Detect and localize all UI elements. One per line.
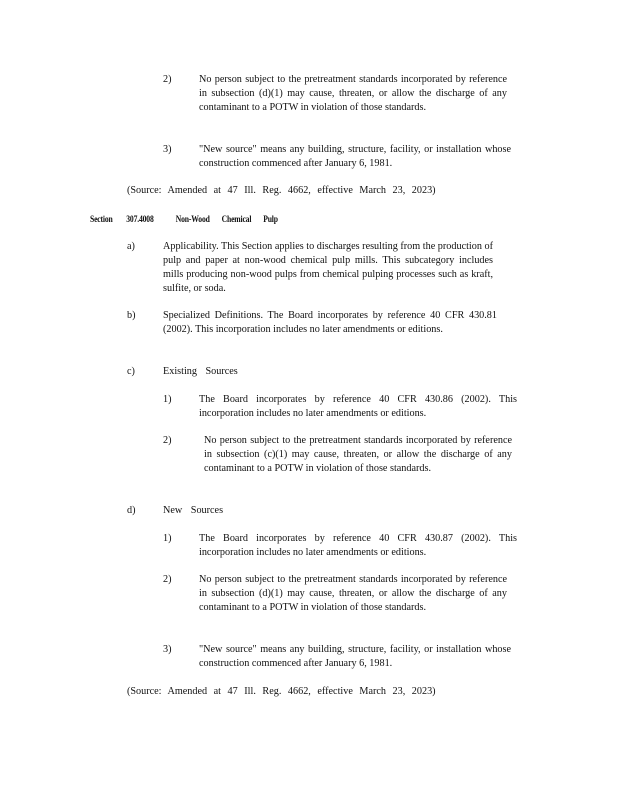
subsection-a-text: Applicability. This Section applies to discharges resulting from the production of pulp and paper at non-wood chemical pulp mills. This subcategory includes mills producing non-wood pulps from chemical pulping processes such as kraft, sulfite, or soda. bbox=[163, 241, 493, 294]
subsection-d-item-2-text: No person subject to the pretreatment standards incorporated by reference in subsection (d)(1) may cause, threaten, or allow the discharge of any contaminant to a POTW in violation of those standards. bbox=[199, 574, 507, 613]
subsection-d-item-1-number: 1) bbox=[163, 533, 172, 544]
source-note-top: (Source: Amended at 47 Ill. Reg. 4662, effective March 23, 2023) bbox=[127, 185, 436, 196]
subsection-c-number: c) bbox=[127, 366, 135, 377]
subsection-d-item-3-text: "New source" means any building, structure, facility, or installation whose construction commenced after January 6, 1981. bbox=[199, 644, 511, 669]
subsection-d-title: New Sources bbox=[163, 505, 224, 516]
subsection-b-number: b) bbox=[127, 310, 136, 321]
top-item-2-number: 2) bbox=[163, 74, 172, 85]
top-item-3-text: "New source" means any building, structure, facility, or installation whose construction commenced after January 6, 1981. bbox=[199, 144, 511, 169]
subsection-d-item-2-number: 2) bbox=[163, 574, 172, 585]
subsection-b-text: Specialized Definitions. The Board incorporates by reference 40 CFR 430.81 (2002). This incorporation includes no later amendments or editions. bbox=[163, 310, 497, 335]
subsection-c-item-2-number: 2) bbox=[163, 435, 172, 446]
section-heading bbox=[90, 214, 278, 224]
subsection-c-item-1-number: 1) bbox=[163, 394, 172, 405]
subsection-a-number: a) bbox=[127, 241, 135, 252]
source-note-bottom: (Source: Amended at 47 Ill. Reg. 4662, effective March 23, 2023) bbox=[127, 686, 436, 697]
section-label: Section bbox=[90, 214, 113, 224]
subsection-c-item-2-text: No person subject to the pretreatment standards incorporated by reference in subsection (c)(1) may cause, threaten, or allow the discharge of any contaminant to a POTW in violation of those standards. bbox=[204, 435, 512, 474]
subsection-c-title: Existing Sources bbox=[163, 366, 238, 377]
subsection-c-item-1-text: The Board incorporates by reference 40 CFR 430.86 (2002). This incorporation includes no later amendments or editions. bbox=[199, 394, 517, 419]
section-title: Non-Wood Chemical Pulp bbox=[175, 214, 278, 224]
top-item-2-text: No person subject to the pretreatment standards incorporated by reference in subsection (d)(1) may cause, threaten, or allow the discharge of any contaminant to a POTW in violation of those standards. bbox=[199, 74, 507, 113]
subsection-d-item-1-text: The Board incorporates by reference 40 CFR 430.87 (2002). This incorporation includes no later amendments or editions. bbox=[199, 533, 517, 558]
subsection-d-item-3-number: 3) bbox=[163, 644, 172, 655]
subsection-d-number: d) bbox=[127, 505, 136, 516]
section-number: 307.4008 bbox=[126, 214, 154, 224]
top-item-3-number: 3) bbox=[163, 144, 172, 155]
